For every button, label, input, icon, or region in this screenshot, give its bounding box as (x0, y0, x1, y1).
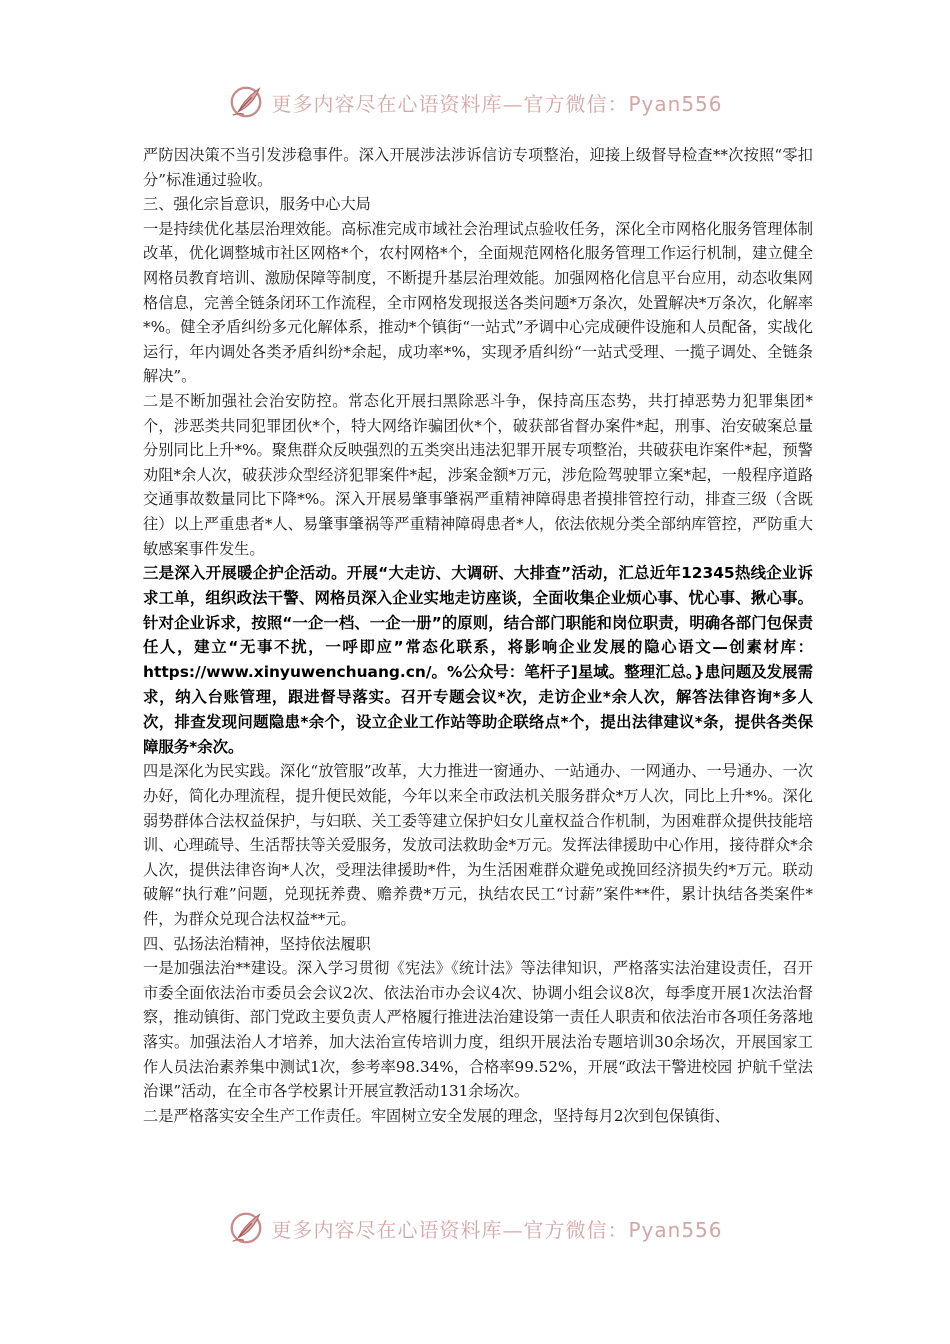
paragraph: 严防因决策不当引发涉稳事件。深入开展涉法涉诉信访专项整治，迎接上级督导检查**次按照“零扣分”标准通过验收。 (143, 146, 813, 189)
section-heading: 三、强化宗旨意识，服务中心大局 (143, 195, 371, 214)
document-body (143, 143, 813, 1128)
paragraph: 四是深化为民实践。深化“放管服”改革，大力推进一窗通办、一站通办、一网通办、一号通办、一次办好，简化办理流程，提升便民效能，今年以来全市政法机关服务群众*万人次，同比上升*%。深化弱势群体合法权益保护，与妇联、关工委等建立保护妇女儿童权益合作机制，为困难群众提供技能培训、心理疏导、生活帮扶等关爱服务，发放司法救助金*万元。发挥法律援助中心作用，接待群众*余人次，提供法律咨询*人次，受理法律援助*件，为生活困难群众避免或挽回经济损失约*万元。联动破解“执行难”问题，兑现抚养费、赡养费*万元，执结农民工“讨薪”案件**件，累计执结各类案件*件，为群众兑现合法权益**元。 (143, 762, 813, 929)
section-heading: 四、弘扬法治精神，坚持依法履职 (143, 934, 371, 953)
footer-watermark (0, 1206, 950, 1250)
paragraph: 一是加强法治**建设。深入学习贯彻《宪法》《统计法》等法律知识，严格落实法治建设责任，召开市委全面依法治市委员会会议2次、依法治市办会议4次、协调小组会议8次，每季度开展1次法治督察，推动镇街、部门党政主要负责人严格履行推进法治建设第一责任人职责和依法治市各项任务落地落实。加强法治人才培养，加大法治宣传培训力度，组织开展法治专题培训30余场次，开展国家工作人员法治素养集中测试1次，参考率98.34%，合格率99.52%，开展“政法干警进校园 护航千堂法治课”活动，在全市各学校累计开展宣教活动131余场次。 (143, 959, 813, 1101)
paragraph: 二是严格落实安全生产工作责任。牢固树立安全发展的理念，坚持每月2次到包保镇街、 (143, 1106, 730, 1125)
watermark-text: 更多内容尽在心语资料库—官方微信：Pyan556 (271, 91, 723, 116)
paragraph: 一是持续优化基层治理效能。高标准完成市域社会治理试点验收任务，深化全市网格化服务管理体制改革，优化调整城市社区网格*个，农村网格*个，全面规范网格化服务管理工作运行机制，建立健全网格员教育培训、激励保障等制度，不断提升基层治理效能。加强网格化信息平台应用，动态收集网格信息，完善全链条闭环工作流程，全市网格发现报送各类问题*万条次，处置解决*万条次，化解率*%。健全矛盾纠纷多元化解体系，推动*个镇街“一站式”矛调中心完成硬件设施和人员配备，实战化运行，年内调处各类矛盾纠纷*余起，成功率*%，实现矛盾纠纷“一站式受理、一揽子调处、全链条解决”。 (143, 219, 813, 386)
watermark-text: 更多内容尽在心语资料库—官方微信：Pyan556 (271, 1217, 723, 1242)
feather-pen-icon (227, 83, 265, 121)
bold-paragraph: 三是深入开展暖企护企活动。开展“大走访、大调研、大排查”活动，汇总近年12345热线企业诉求工单，组织政法干警、网格员深入企业实地走访座谈，全面收集企业烦心事、忧心事、揪心事。针对企业诉求，按照“一企一档、一企一册”的原则，结合部门职能和岗位职责，明确各部门包保责任人，建立“无事不扰，一呼即应”常态化联系，将影响企业发展的隐心语文—创素材库：https://www.xinyuwenchuang.cn/。%公众号：笔杆子]星域。整理汇总。}患问题及发展需求，纳入台账管理，跟进督导落实。召开专题会议*次，走访企业*余人次，解答法律咨询*多人次，排查发现问题隐患*余个，设立企业工作站等助企联络点*个，提出法律建议*条，提供各类保障服务*余次。 (143, 564, 813, 756)
header-watermark (0, 80, 950, 124)
feather-pen-icon (227, 1209, 265, 1247)
paragraph: 二是不断加强社会治安防控。常态化开展扫黑除恶斗争，保持高压态势，共打掉恶势力犯罪集团*个，涉恶类共同犯罪团伙*个，特大网络诈骗团伙*个，破获部省督办案件*起，刑事、治安破案总量分别同比上升*%。聚焦群众反映强烈的五类突出违法犯罪开展专项整治，共破获电诈案件*起，预警劝阻*余人次，破获涉众型经济犯罪案件*起，涉案金额*万元，涉危险驾驶罪立案*起，一般程序道路交通事故数量同比下降*%。深入开展易肇事肇祸严重精神障碍患者摸排管控行动，排查三级（含既往）以上严重患者*人、易肇事肇祸等严重精神障碍患者*人，依法依规分类全部纳库管控，严防重大敏感案事件发生。 (143, 391, 813, 558)
